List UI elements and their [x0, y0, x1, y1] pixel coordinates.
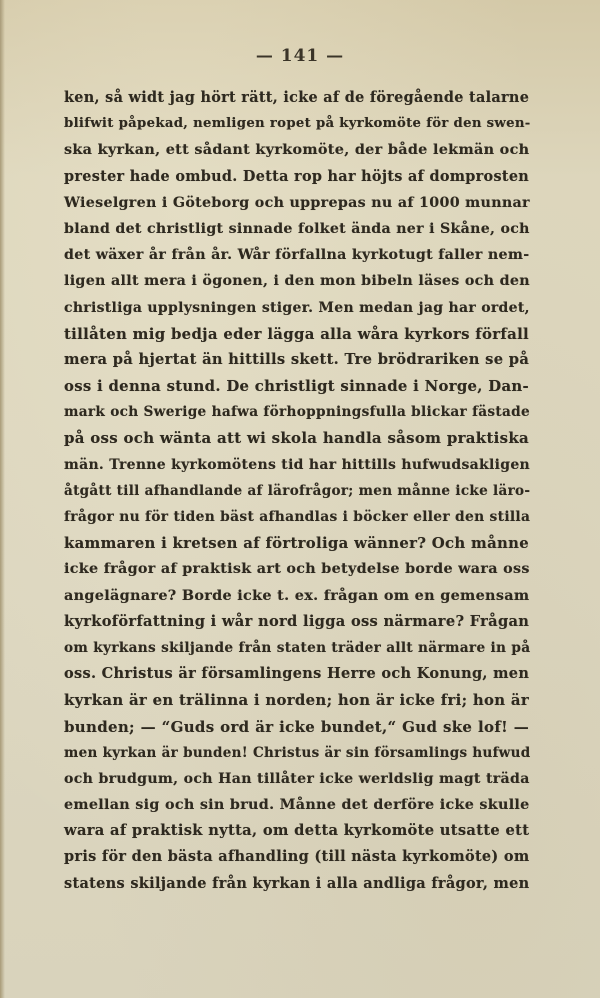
text-line: kammaren i kretsen af förtroliga wänner? Och månne: [64, 534, 529, 553]
text-line: frågor nu för tiden bäst afhandlas i böcker eller den stilla: [64, 509, 531, 525]
text-line: om kyrkans skiljande från staten träder allt närmare in på: [64, 639, 531, 656]
text-line: bunden; — “Guds ord är icke bundet,“ Gud ske lof! —: [64, 717, 529, 736]
text-line: ska kyrkan, ett sådant kyrkomöte, der både lekmän och: [64, 141, 530, 159]
text-line: icke frågor af praktisk art och betydelse borde wara oss: [64, 561, 530, 578]
text-line: mark och Swerige hafwa förhoppningsfulla blickar fästade: [64, 404, 530, 421]
page-binding-edge: [0, 0, 5, 998]
text-line: prester hade ombud. Detta rop har höjts af domprosten: [64, 167, 530, 185]
text-line: statens skiljande från kyrkan i alla andliga frågor, men: [64, 874, 530, 892]
text-line: mera på hjertat än hittills skett. Tre brödrariken se på: [64, 350, 530, 368]
text-line: emellan sig och sin brud. Månne det derföre icke skulle: [64, 797, 530, 814]
text-line: angelägnare? Borde icke t. ex. frågan om en gemensam: [64, 586, 530, 604]
text-line: åtgått till afhandlande af lärofrågor; men månne icke läro-: [64, 482, 531, 499]
text-line: på oss och wänta att wi skola handla såsom praktiska: [64, 429, 530, 448]
text-line: män. Trenne kyrkomötens tid har hittills hufwudsakligen: [64, 456, 530, 473]
text-line: blifwit påpekad, nemligen ropet på kyrkomöte för den swen-: [64, 116, 531, 132]
text-line: ken, så widt jag hört rätt, icke af de föregående talarne: [64, 89, 530, 106]
text-line: tillåten mig bedja eder lägga alla wåra kyrkors förfall: [64, 324, 529, 343]
text-line: wara af praktisk nytta, om detta kyrkomöte utsatte ett: [64, 822, 530, 840]
text-line: men kyrkan är bunden! Christus är sin församlings hufwud: [64, 744, 531, 761]
text-line: christliga upplysningen stiger. Men medan jag har ordet,: [64, 299, 530, 316]
body-text: [64, 85, 529, 897]
text-line: bland det christligt sinnade folket ända ner i Skåne, och: [64, 220, 530, 237]
text-line: oss. Christus är församlingens Herre och Konung, men: [64, 665, 530, 683]
text-line: pris för den bästa afhandling (till nästa kyrkomöte) om: [64, 848, 530, 866]
text-line: och brudgum, och Han tillåter icke werldslig magt träda: [64, 770, 530, 787]
text-line: ligen allt mera i ögonen, i den mon bibeln läses och den: [64, 273, 530, 290]
text-line: det wäxer år från år. Wår förfallna kyrkotugt faller nem-: [64, 247, 530, 264]
text-line: kyrkoförfattning i wår nord ligga oss närmare? Frågan: [64, 612, 530, 630]
text-line: Wieselgren i Göteborg och upprepas nu af 1000 munnar: [64, 194, 530, 211]
page-number: — 141 —: [255, 46, 345, 66]
text-line: kyrkan är en trälinna i norden; hon är icke fri; hon är: [64, 691, 529, 710]
text-line: oss i denna stund. De christligt sinnade i Norge, Dan-: [64, 377, 529, 396]
